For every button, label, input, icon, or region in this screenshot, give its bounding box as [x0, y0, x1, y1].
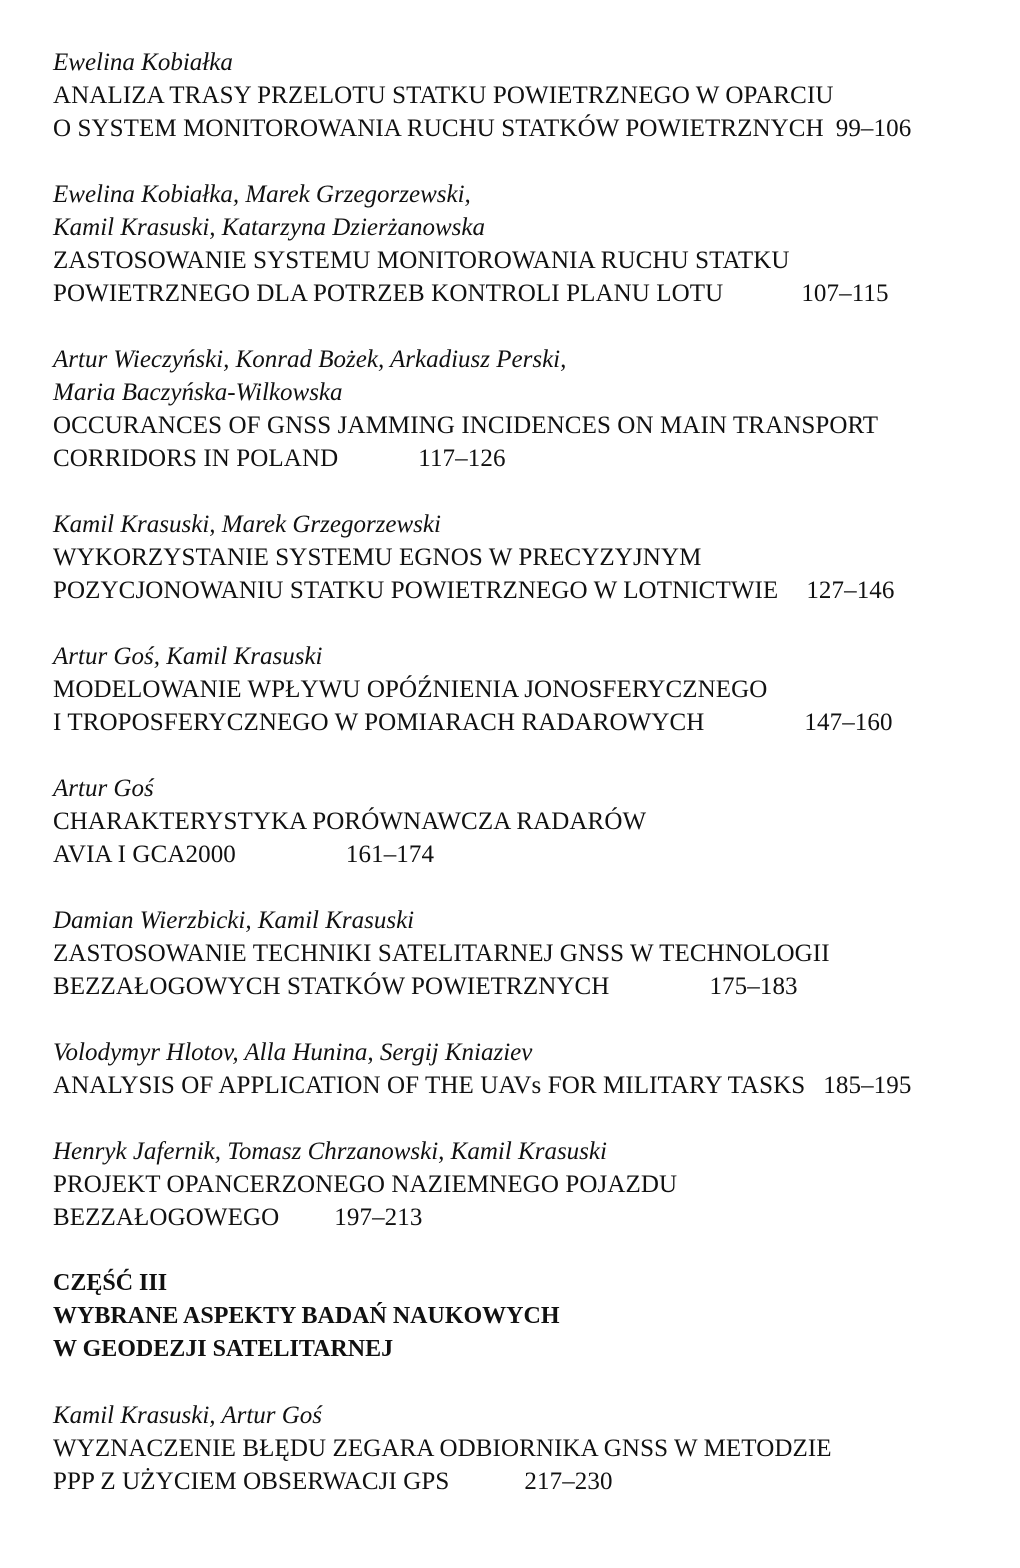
entry-title-text: ANALYSIS OF APPLICATION OF THE UAVs FOR MILITARY TASKS	[53, 1072, 806, 1099]
entry-title-text: POWIETRZNEGO DLA POTRZEB KONTROLI PLANU LOTU	[53, 280, 724, 307]
entry-title-line	[53, 1168, 993, 1201]
entry-title-text: CORRIDORS IN POLAND	[53, 445, 339, 472]
entry-title-text: CHARAKTERYSTYKA PORÓWNAWCZA RADARÓW	[53, 808, 647, 835]
entry-title-text: OCCURANCES OF GNSS JAMMING INCIDENCES ON MAIN TRANSPORT	[53, 412, 879, 439]
toc-entry	[53, 508, 993, 607]
entry-title-text: WYZNACZENIE BŁĘDU ZEGARA ODBIORNIKA GNSS W METODZIE	[53, 1435, 832, 1462]
entry-pages: 107–115	[801, 280, 889, 307]
entry-title-text: ANALIZA TRASY PRZELOTU STATKU POWIETRZNEGO W OPARCIU	[53, 82, 834, 109]
entry-title-line	[53, 244, 993, 277]
entry-title-text: ZASTOSOWANIE SYSTEMU MONITOROWANIA RUCHU STATKU	[53, 247, 790, 274]
entry-pages: 161–174	[345, 841, 435, 868]
toc-entry	[53, 343, 993, 475]
section-title-line: W GEODEZJI SATELITARNEJ	[53, 1336, 394, 1362]
entry-title-text: POZYCJONOWANIU STATKU POWIETRZNEGO W LOTNICTWIE	[53, 577, 779, 604]
toc-entries-after	[53, 1399, 993, 1498]
table-of-contents	[53, 46, 993, 1531]
entry-title-line	[53, 112, 993, 145]
entry-authors: Henryk Jafernik, Tomasz Chrzanowski, Kamil Krasuski	[53, 1138, 607, 1165]
entry-title-line	[53, 970, 993, 1003]
entry-title-text: ZASTOSOWANIE TECHNIKI SATELITARNEJ GNSS W TECHNOLOGII	[53, 940, 830, 967]
entry-title-text: AVIA I GCA2000	[53, 841, 236, 868]
entry-authors: Artur Goś, Kamil Krasuski	[53, 643, 323, 670]
entry-title-text: BEZZAŁOGOWEGO	[53, 1204, 280, 1231]
entry-title-line	[53, 1465, 993, 1498]
toc-entry	[53, 46, 993, 145]
entry-pages: 117–126	[418, 445, 506, 472]
entry-pages: 99–106	[835, 115, 912, 142]
entry-title-line	[53, 541, 993, 574]
entry-title-text: O SYSTEM MONITOROWANIA RUCHU STATKÓW POWIETRZNYCH	[53, 115, 824, 142]
entry-pages: 147–160	[804, 709, 893, 736]
entry-title-text: PROJEKT OPANCERZONEGO NAZIEMNEGO POJAZDU	[53, 1171, 678, 1198]
entry-authors: Artur Goś	[53, 775, 154, 802]
entry-title-line	[53, 1069, 993, 1102]
toc-entry	[53, 1135, 993, 1234]
section-part: CZĘŚĆ III	[53, 1270, 168, 1296]
entry-title-line	[53, 838, 993, 871]
entry-pages: 197–213	[334, 1204, 423, 1231]
entry-title-line	[53, 277, 993, 310]
entry-title-line	[53, 706, 993, 739]
toc-entry	[53, 1036, 993, 1102]
entry-authors: Ewelina Kobiałka	[53, 49, 233, 76]
entry-title-line	[53, 1432, 993, 1465]
entry-title-line	[53, 409, 993, 442]
entry-title-text: PPP Z UŻYCIEM OBSERWACJI GPS	[53, 1468, 450, 1495]
entry-authors: Kamil Krasuski, Artur Goś	[53, 1402, 323, 1429]
toc-entries	[53, 46, 993, 1234]
entry-authors: Ewelina Kobiałka, Marek Grzegorzewski,	[53, 181, 471, 208]
entry-authors: Maria Baczyńska-Wilkowska	[53, 379, 343, 406]
section-title-line: WYBRANE ASPEKTY BADAŃ NAUKOWYCH	[53, 1303, 560, 1329]
entry-title-line	[53, 673, 993, 706]
entry-authors: Artur Wieczyński, Konrad Bożek, Arkadiusz Perski,	[53, 346, 567, 373]
entry-title-line	[53, 805, 993, 838]
toc-entry	[53, 640, 993, 739]
entry-title-line	[53, 442, 993, 475]
entry-title-line	[53, 937, 993, 970]
entry-title-text: I TROPOSFERYCZNEGO W POMIARACH RADAROWYCH	[53, 709, 705, 736]
entry-title-text: MODELOWANIE WPŁYWU OPÓŹNIENIA JONOSFERYCZNEGO	[53, 676, 768, 703]
entry-pages: 217–230	[524, 1468, 613, 1495]
entry-pages: 185–195	[823, 1072, 912, 1099]
entry-pages: 175–183	[709, 973, 798, 1000]
entry-title-text: WYKORZYSTANIE SYSTEMU EGNOS W PRECYZYJNYM	[53, 544, 702, 571]
entry-title-line	[53, 574, 993, 607]
toc-entry	[53, 1399, 993, 1498]
toc-entry	[53, 904, 993, 1003]
entry-title-text: BEZZAŁOGOWYCH STATKÓW POWIETRZNYCH	[53, 973, 610, 1000]
toc-entry	[53, 178, 993, 310]
entry-pages: 127–146	[806, 577, 895, 604]
entry-authors: Volodymyr Hlotov, Alla Hunina, Sergij Kniaziev	[53, 1039, 533, 1066]
section-heading	[53, 1267, 993, 1366]
entry-title-line	[53, 79, 993, 112]
entry-authors: Kamil Krasuski, Marek Grzegorzewski	[53, 511, 441, 538]
entry-authors: Kamil Krasuski, Katarzyna Dzierżanowska	[53, 214, 485, 241]
entry-title-line	[53, 1201, 993, 1234]
entry-authors: Damian Wierzbicki, Kamil Krasuski	[53, 907, 415, 934]
toc-entry	[53, 772, 993, 871]
